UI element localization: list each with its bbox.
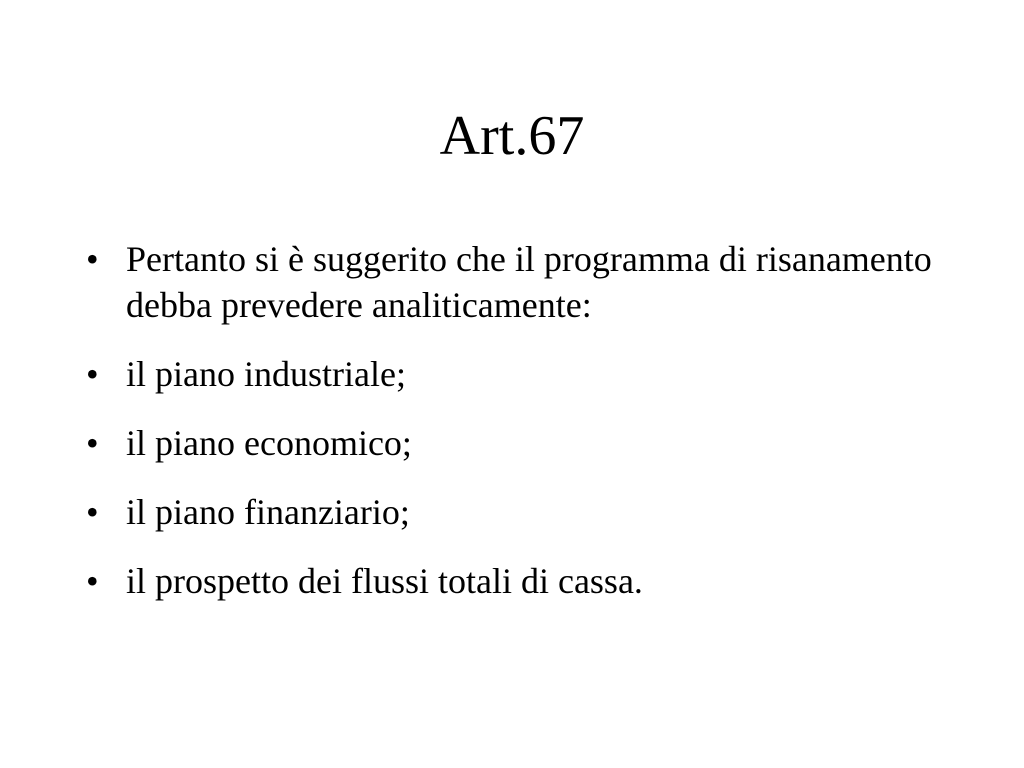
bullet-dot-icon: • bbox=[86, 492, 99, 532]
bullet-item bbox=[86, 489, 946, 535]
bullet-text: il piano finanziario; bbox=[126, 492, 410, 532]
bullet-item bbox=[86, 236, 946, 328]
bullet-item bbox=[86, 420, 946, 466]
bullet-text: Pertanto si è suggerito che il programma di risanamento debba prevedere analiticamente: bbox=[126, 239, 932, 325]
bullet-item bbox=[86, 351, 946, 397]
bullet-text: il piano industriale; bbox=[126, 354, 406, 394]
bullet-text: il piano economico; bbox=[126, 423, 412, 463]
bullet-dot-icon: • bbox=[86, 354, 99, 394]
bullet-list bbox=[86, 236, 946, 627]
bullet-item bbox=[86, 558, 946, 604]
slide-title: Art.67 bbox=[439, 105, 585, 167]
bullet-dot-icon: • bbox=[86, 239, 99, 279]
bullet-text: il prospetto dei flussi totali di cassa. bbox=[126, 561, 643, 601]
bullet-dot-icon: • bbox=[86, 423, 99, 463]
bullet-dot-icon: • bbox=[86, 561, 99, 601]
